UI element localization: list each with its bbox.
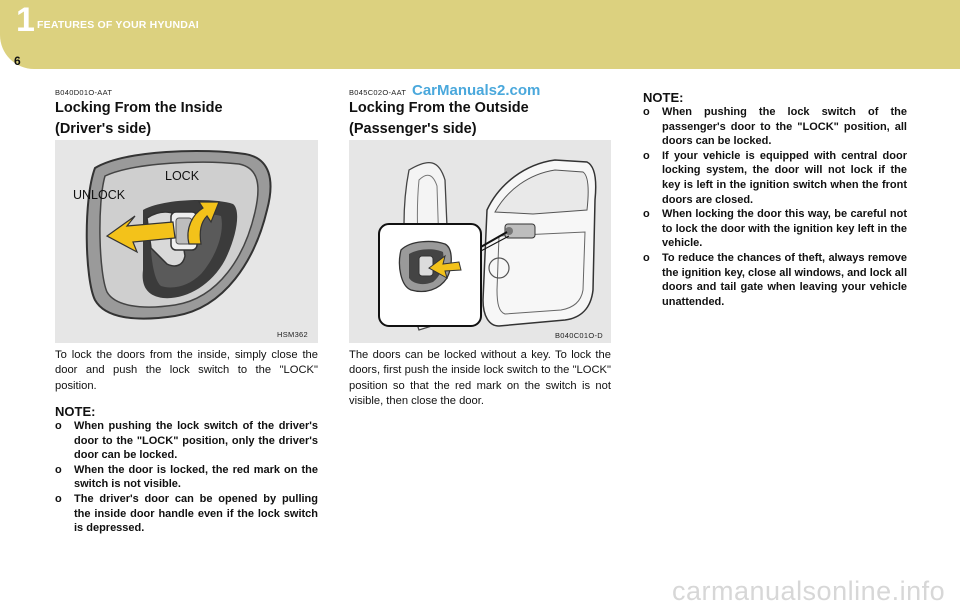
- heading-line-2: (Passenger's side): [349, 121, 477, 137]
- figure-inside-lock-switch: [55, 140, 318, 343]
- watermark-carmanualsonline: carmanualsonline.info: [672, 576, 946, 606]
- label-unlock: UNLOCK: [73, 188, 126, 202]
- heading-line-1: Locking From the Outside: [349, 100, 529, 116]
- note-list-left: [55, 419, 318, 536]
- chapter-title: FEATURES OF YOUR HYUNDAI: [37, 19, 199, 31]
- note-item: o When pushing the lock switch of the passenger's door to the "LOCK" position, all doors can be locked.: [643, 106, 907, 148]
- note-item: o The driver's door can be opened by pulling the inside door handle even if the lock switch is depressed.: [55, 492, 318, 535]
- chapter-number: 1: [16, 1, 35, 39]
- section-code-inside: B040D01O-AAT: [55, 88, 113, 97]
- figure-outside-door: [349, 140, 611, 343]
- note-list-right: [643, 105, 907, 309]
- heading-line-2: (Driver's side): [55, 121, 152, 137]
- section-code-outside: B045C02O-AAT: [349, 88, 407, 97]
- note-item: o If your vehicle is equipped with central door locking system, the door will not lock if the key is left in the ignition switch when the front doors are closed.: [643, 149, 907, 206]
- heading-locking-inside: [55, 98, 223, 140]
- note-item: o When pushing the lock switch of the driver's door to the "LOCK" position, only the driver's door can be locked.: [55, 420, 318, 462]
- note-item: o To reduce the chances of theft, always remove the ignition key, close all windows, and lock all doors and tail gate when leaving your vehicle unattended.: [643, 251, 907, 308]
- note-title-left: NOTE:: [55, 404, 96, 419]
- note-item: o When the door is locked, the red mark on the switch is not visible.: [55, 463, 318, 491]
- note-title-right: NOTE:: [643, 90, 684, 105]
- figure-code-outside: B040C01O-D: [555, 331, 604, 340]
- body-text-outside: The doors can be locked without a key. To lock the doors, first push the inside lock switch to the "LOCK" position so that the red mark on the switch is not visible, then close the door.: [349, 349, 611, 407]
- car-door-illustration: [349, 140, 611, 343]
- label-lock: LOCK: [165, 169, 200, 183]
- body-text-inside: To lock the doors from the inside, simply close the door and push the lock switch to the "LOCK" position.: [55, 349, 318, 392]
- watermark-carmanuals: CarManuals2.com: [412, 82, 541, 99]
- heading-locking-outside: [349, 98, 529, 140]
- figure-code-inside: HSM362: [277, 330, 308, 339]
- note-item: o When locking the door this way, be careful not to lock the door with the ignition key left in the vehicle.: [643, 208, 907, 250]
- chapter-header-band: [0, 0, 960, 69]
- heading-line-1: Locking From the Inside: [55, 100, 223, 116]
- page-number: 6: [14, 54, 21, 68]
